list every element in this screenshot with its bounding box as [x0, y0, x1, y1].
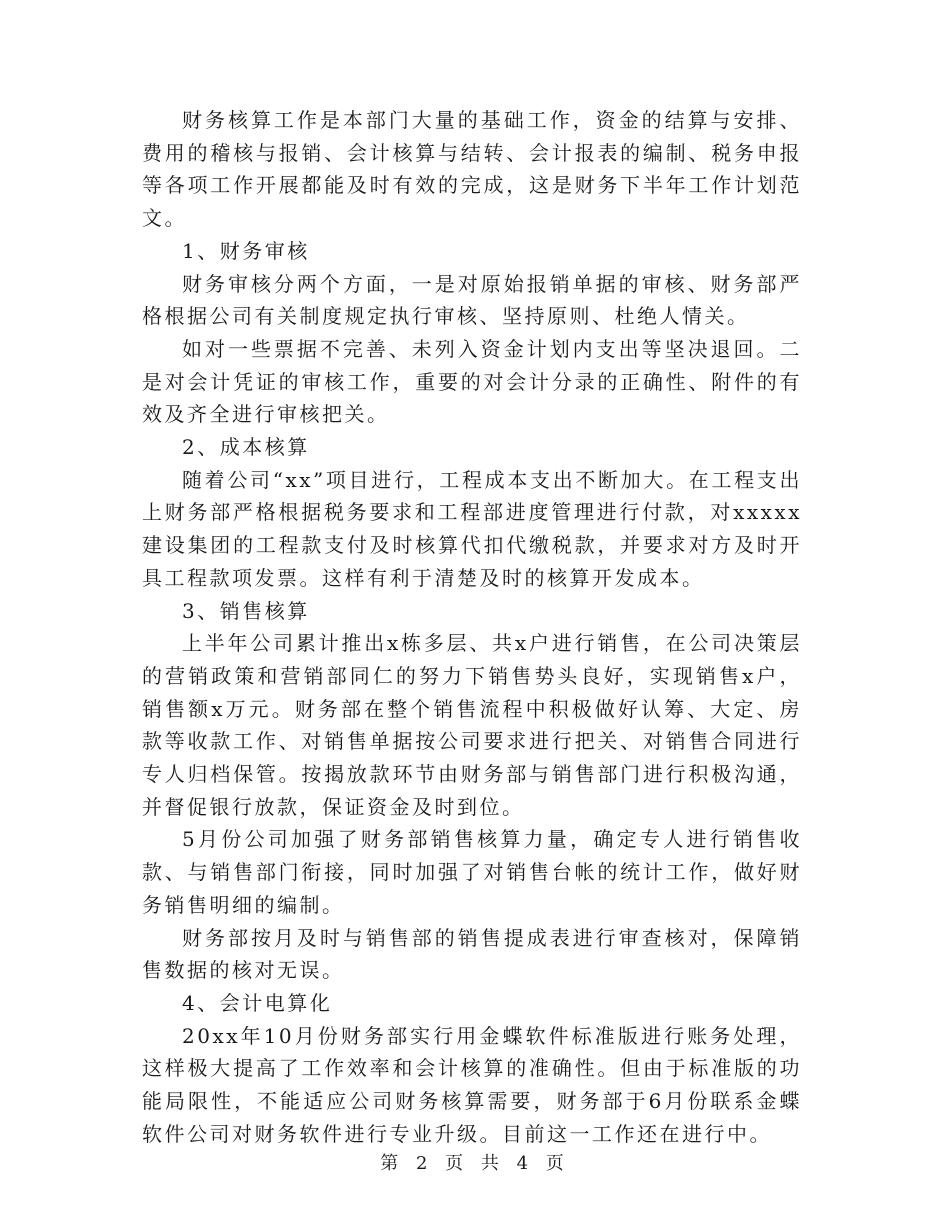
paragraph-computerization: 20xx年10月份财务部实行用金蝶软件标准版进行账务处理，这样极大提高了工作效率和会计核算的准确性。但由于标准版的功能局限性，不能适应公司财务核算需要，财务部于6月份联系金蝶软件公司对财务软件进行专业升级。目前这一工作还在进行中。	[142, 1023, 802, 1146]
section-heading-sales: 3、销售核算	[182, 598, 310, 623]
document-body	[142, 104, 802, 1151]
paragraph-sales-2: 5月份公司加强了财务部销售核算力量，确定专人进行销售收款、与销售部门衔接，同时加强了对销售台帐的统计工作，做好财务销售明细的编制。	[142, 827, 802, 917]
page-number-footer: 第 2 页 共 4 页	[380, 1153, 570, 1174]
intro-paragraph: 财务核算工作是本部门大量的基础工作，资金的结算与安排、费用的稽核与报销、会计核算与结转、会计报表的编制、税务申报等各项工作开展都能及时有效的完成，这是财务下半年工作计划范文。	[142, 108, 802, 231]
section-heading-cost: 2、成本核算	[182, 435, 310, 460]
paragraph-cost: 随着公司“xx”项目进行，工程成本支出不断加大。在工程支出上财务部严格根据税务要求和工程部进度管理进行付款，对xxxxx建设集团的工程款支付及时核算代扣代缴税款，并要求对方及时开具工程款项发票。这样有利于清楚及时的核算开发成本。	[142, 467, 802, 590]
paragraph-sales-1: 上半年公司累计推出x栋多层、共x户进行销售，在公司决策层的营销政策和营销部同仁的努力下销售势头良好，实现销售x户，销售额x万元。财务部在整个销售流程中积极做好认筹、大定、房款等收款工作、对销售单据按公司要求进行把关、对销售合同进行专人归档保管。按揭放款环节由财务部与销售部门进行积极沟通，并督促银行放款，保证资金及时到位。	[142, 631, 802, 819]
paragraph-audit-2: 如对一些票据不完善、未列入资金计划内支出等坚决退回。二是对会计凭证的审核工作，重要的对会计分录的正确性、附件的有效及齐全进行审核把关。	[142, 336, 802, 427]
section-heading-computerization: 4、会计电算化	[182, 990, 333, 1015]
section-heading-audit: 1、财务审核	[182, 238, 310, 263]
paragraph-audit-1: 财务审核分两个方面，一是对原始报销单据的审核、财务部严格根据公司有关制度规定执行审核、坚持原则、杜绝人情关。	[142, 271, 802, 329]
paragraph-sales-3: 财务部按月及时与销售部的销售提成表进行审查核对，保障销售数据的核对无误。	[142, 925, 802, 983]
